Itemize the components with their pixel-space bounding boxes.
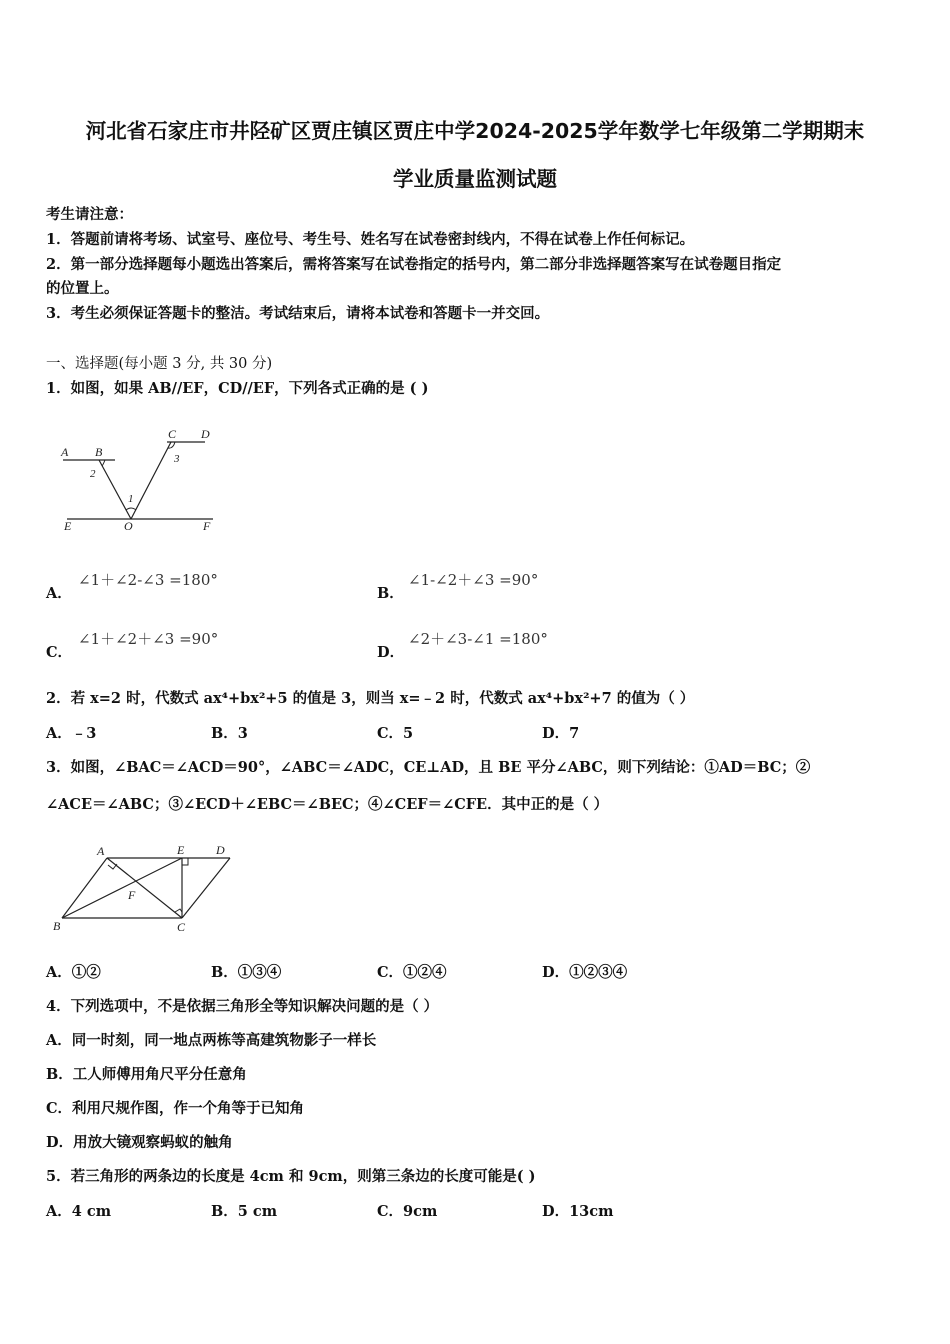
q3-option-b: B．①③④ — [211, 964, 282, 981]
fig1-label-O: O — [124, 519, 133, 533]
q3-stem-line2: ∠ACE＝∠ABC；③∠ECD＋∠EBC＝∠BEC；④∠CEF＝∠CFE．其中正的是（ ） — [46, 796, 609, 813]
q1-option-a-expr: ∠1＋∠2-∠3 =180° — [78, 571, 218, 589]
q5-option-d: D．13cm — [542, 1203, 614, 1220]
q3-option-a: A．①② — [46, 964, 101, 981]
q1-option-c-expr: ∠1＋∠2＋∠3 =90° — [78, 630, 219, 648]
fig3-label-E: E — [177, 843, 185, 857]
q4-option-d: D．用放大镜观察蚂蚁的触角 — [46, 1134, 233, 1151]
notice-heading: 考生请注意： — [46, 206, 133, 223]
fig1-label-B: B — [95, 445, 103, 459]
page-subtitle: 学业质量监测试题 — [393, 167, 557, 191]
q3-option-d: D．①②③④ — [542, 964, 628, 981]
fig1-angle-3: 3 — [174, 453, 180, 465]
fig1-label-E: E — [64, 519, 72, 533]
fig1-label-C: C — [168, 427, 177, 441]
q1-option-d-label: D． — [377, 644, 405, 661]
q4-option-a: A．同一时刻，同一地点两栋等高建筑物影子一样长 — [46, 1032, 377, 1049]
q5-option-c: C．9cm — [377, 1203, 438, 1220]
fig3-label-B: B — [53, 919, 61, 933]
q1-option-b-expr: ∠1-∠2＋∠3 =90° — [408, 571, 539, 589]
q3-figure — [50, 838, 240, 938]
fig3-label-D: D — [216, 843, 225, 857]
fig1-label-F: F — [203, 519, 211, 533]
q2-option-b: B．3 — [211, 725, 248, 742]
q2-option-a: A．﹣3 — [46, 725, 97, 742]
notice-item-3: 3．考生必须保证答题卡的整洁。考试结束后，请将本试卷和答题卡一并交回。 — [46, 305, 550, 322]
q1-stem: 1．如图，如果 AB//EF，CD//EF，下列各式正确的是 ( ) — [46, 380, 429, 397]
fig3-label-A: A — [97, 844, 105, 858]
notice-item-1: 1．答题前请将考场、试室号、座位号、考生号、姓名写在试卷密封线内，不得在试卷上作任何标记。 — [46, 231, 695, 248]
q3-option-c: C．①②④ — [377, 964, 447, 981]
q1-option-c-label: C． — [46, 644, 73, 661]
fig1-angle-2: 2 — [90, 468, 96, 480]
q5-option-a: A．4 cm — [46, 1203, 112, 1220]
section-heading: 一、选择题(每小题 3 分, 共 30 分) — [46, 356, 273, 372]
q2-stem: 2．若 x=2 时，代数式 ax⁴+bx²+5 的值是 3，则当 x=﹣2 时，代数式 ax⁴+bx²+7 的值为（ ） — [46, 690, 695, 707]
fig1-label-A: A — [61, 445, 69, 459]
notice-item-2-cont: 的位置上。 — [46, 280, 119, 297]
q3-stem-line1: 3．如图，∠BAC＝∠ACD＝90°，∠ABC＝∠ADC，CE⊥AD，且 BE 平分∠ABC，则下列结论：①AD＝BC；② — [46, 759, 811, 776]
fig1-angle-1: 1 — [128, 493, 134, 505]
q4-stem: 4．下列选项中，不是依据三角形全等知识解决问题的是（ ） — [46, 998, 439, 1015]
fig3-label-F: F — [128, 888, 136, 902]
notice-item-2: 2．第一部分选择题每小题选出答案后，需将答案写在试卷指定的括号内，第二部分非选择题答案写在试卷题目指定 — [46, 256, 782, 273]
q1-option-a-label: A． — [46, 585, 72, 602]
q2-option-c: C．5 — [377, 725, 414, 742]
fig3-label-C: C — [177, 920, 186, 934]
q2-option-d: D．7 — [542, 725, 580, 742]
q5-option-b: B．5 cm — [211, 1203, 278, 1220]
q4-option-b: B．工人师傅用角尺平分任意角 — [46, 1066, 247, 1083]
fig1-label-D: D — [201, 427, 210, 441]
page-title: 河北省石家庄市井陉矿区贾庄镇区贾庄中学2024-2025学年数学七年级第二学期期末 — [85, 119, 865, 143]
q1-option-d-expr: ∠2＋∠3-∠1 =180° — [408, 630, 548, 648]
q1-option-b-label: B． — [377, 585, 404, 602]
q5-stem: 5．若三角形的两条边的长度是 4cm 和 9cm，则第三条边的长度可能是( ) — [46, 1168, 536, 1185]
q4-option-c: C．利用尺规作图，作一个角等于已知角 — [46, 1100, 305, 1117]
q1-figure — [55, 422, 225, 537]
